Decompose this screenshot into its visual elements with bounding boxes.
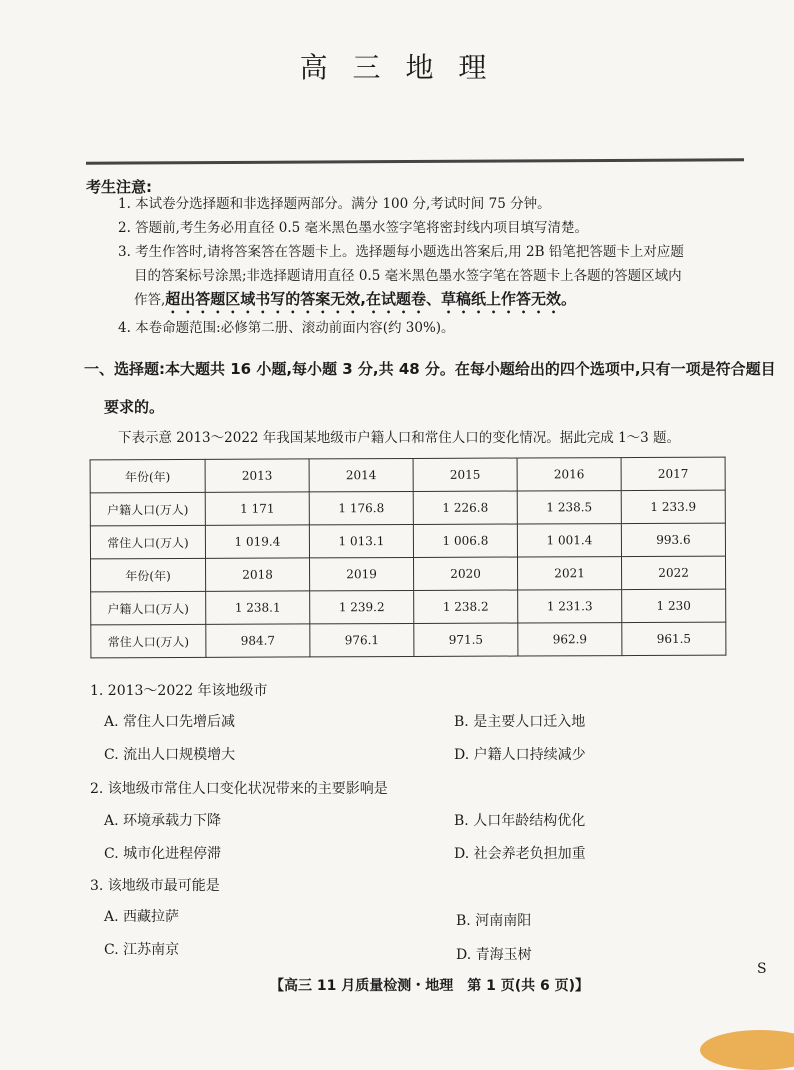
table-cell: 年份(年): [90, 459, 205, 493]
table-cell: 1 006.8: [413, 524, 517, 557]
table-row: [91, 556, 726, 592]
table-cell: 2013: [205, 459, 309, 492]
question-2-option-b[interactable]: B. 人口年龄结构优化: [454, 813, 586, 829]
notice-item-3-end: [134, 288, 576, 317]
notice-item-3-prefix: 作答,: [134, 292, 166, 308]
notice-item-4: 4. 本卷命题范围:必修第二册、滚动前面内容(约 30%)。: [118, 320, 455, 336]
table-cell: 2017: [621, 457, 725, 490]
notice-item-3-cont: 目的答案标号涂黑;非选择题请用直径 0.5 毫米黑色墨水签字笔在答题卡上各题的答题区域内: [134, 268, 682, 284]
header-rule: [86, 158, 744, 164]
table-cell: 2018: [206, 558, 310, 591]
table-cell: 常住人口(万人): [90, 525, 205, 559]
notice-heading: 考生注意:: [86, 178, 152, 196]
table-cell: 1 013.1: [309, 524, 413, 557]
table-cell: 1 238.5: [517, 491, 621, 524]
page-footer: 【高三 11 月质量检测・地理 第 1 页(共 6 页)】: [270, 978, 590, 994]
table-cell: 1 019.4: [205, 525, 309, 558]
table-cell: 1 230: [622, 589, 726, 622]
table-row: [91, 622, 726, 658]
table-cell: 年份(年): [91, 558, 206, 592]
notice-emphasis: 超出答题区域书写的答案无效,在试题卷、草稿纸上作答无效。: [165, 290, 576, 308]
table-row: [90, 523, 725, 559]
table-cell: 常住人口(万人): [91, 624, 206, 658]
question-2-option-c[interactable]: C. 城市化进程停滞: [104, 846, 222, 862]
table-cell: 1 226.8: [413, 491, 517, 524]
question-3-option-d[interactable]: D. 青海玉树: [456, 947, 532, 963]
question-2-option-d[interactable]: D. 社会养老负担加重: [454, 846, 586, 862]
table-cell: 976.1: [310, 623, 414, 656]
page-title: 高 三 地 理: [299, 51, 495, 84]
question-3-option-c[interactable]: C. 江苏南京: [104, 942, 180, 958]
corner-mark: S: [757, 961, 767, 977]
question-3-stem: 3. 该地级市最可能是: [90, 878, 220, 894]
table-cell: 993.6: [621, 523, 725, 556]
table-cell: 971.5: [414, 623, 518, 656]
table-row: [90, 457, 725, 493]
table-cell: 1 001.4: [517, 524, 621, 557]
table-intro: 下表示意 2013～2022 年我国某地级市户籍人口和常住人口的变化情况。据此完成 1～3 题。: [118, 430, 681, 446]
table-cell: 1 171: [205, 492, 309, 525]
table-cell: 2019: [310, 557, 414, 590]
table-row: [90, 490, 725, 526]
question-1-option-c[interactable]: C. 流出人口规模增大: [104, 747, 236, 763]
question-1-option-a[interactable]: A. 常住人口先增后减: [104, 714, 236, 730]
table-cell: 961.5: [622, 622, 726, 655]
table-cell: 1 238.1: [206, 591, 310, 624]
population-table: [90, 457, 727, 659]
table-cell: 1 239.2: [310, 590, 414, 623]
question-3-option-a[interactable]: A. 西藏拉萨: [104, 909, 180, 925]
table-cell: 1 238.2: [414, 590, 518, 623]
table-cell: 1 233.9: [621, 490, 725, 523]
question-1-option-d[interactable]: D. 户籍人口持续减少: [454, 747, 586, 763]
table-cell: 1 176.8: [309, 491, 413, 524]
question-1-stem: 1. 2013～2022 年该地级市: [90, 683, 268, 699]
corner-stain: [700, 1030, 794, 1070]
table-cell: 2021: [517, 557, 621, 590]
table-cell: 2015: [413, 458, 517, 491]
section-heading: 一、选择题:本大题共 16 小题,每小题 3 分,共 48 分。在每小题给出的四个选项中,只有一项是符合题目: [84, 360, 776, 378]
table-row: [91, 589, 726, 625]
table-cell: 984.7: [206, 624, 310, 657]
question-3-option-b[interactable]: B. 河南南阳: [456, 913, 532, 929]
table-cell: 2016: [517, 458, 621, 491]
notice-item-2: 2. 答题前,考生务必用直径 0.5 毫米黑色墨水签字笔将密封线内项目填写清楚。: [118, 220, 589, 236]
table-cell: 2014: [309, 458, 413, 491]
table-cell: 户籍人口(万人): [91, 591, 206, 625]
question-2-stem: 2. 该地级市常住人口变化状况带来的主要影响是: [90, 781, 388, 797]
question-2-option-a[interactable]: A. 环境承载力下降: [104, 813, 222, 829]
question-1-option-b[interactable]: B. 是主要人口迁入地: [454, 714, 586, 730]
table-cell: 户籍人口(万人): [90, 492, 205, 526]
table-cell: 962.9: [518, 623, 622, 656]
notice-item-1: 1. 本试卷分选择题和非选择题两部分。满分 100 分,考试时间 75 分钟。: [118, 196, 551, 212]
table-cell: 1 231.3: [518, 590, 622, 623]
notice-item-3: 3. 考生作答时,请将答案答在答题卡上。选择题每小题选出答案后,用 2B 铅笔把答题卡上对应题: [118, 244, 684, 260]
table-cell: 2020: [413, 557, 517, 590]
section-heading-cont: 要求的。: [104, 398, 165, 416]
table-cell: 2022: [621, 556, 725, 589]
